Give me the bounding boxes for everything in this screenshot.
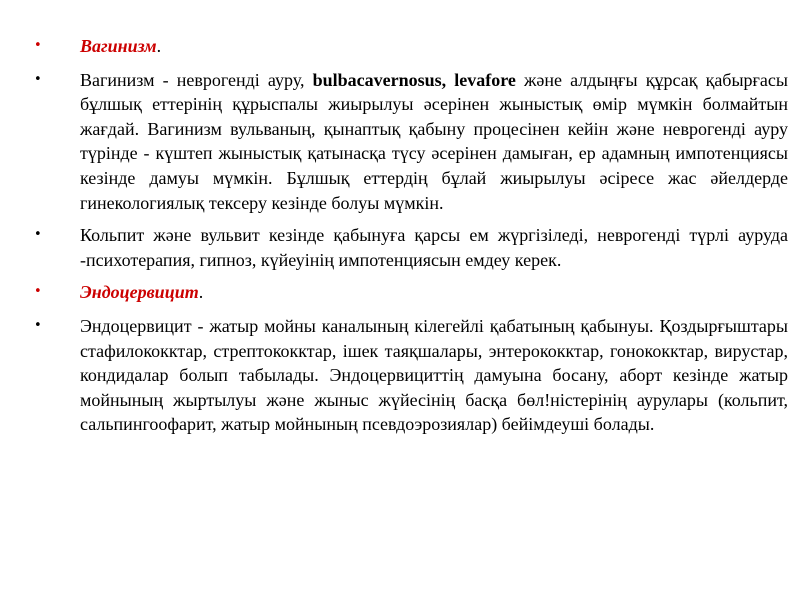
bullet-paragraph-endocervicitis-definition [34,314,788,437]
heading-dot: . [156,36,162,56]
heading-term: Эндоцервицит [80,282,199,303]
bullet-dot-icon: • [34,317,42,333]
heading-dot: . [198,282,204,303]
bullet-paragraph-vaginismus-treatment [34,223,788,272]
bullet-heading-endocervicitis [34,280,788,305]
bullet-list [34,34,788,445]
paragraph-text-end: және алдыңғы құрсақ қабырғасы бұлшық еттерінің құрыспалы жиырылуы әсерінен жыныстық өмір мүмкін болмайтын жағдай. Вагинизм вульваның, қынаптық қабыну процесінен кейін және неврогенді ауру түрінде - күштеп жыныстық қатынасқа түсу әсерінен дамыған, ер адамның импотенциясы кезінде дамуы мүмкін. Бұлшық еттердің бұлай жиырылуы әсіресе жас әйелдерде гинекологиялық тексеру кезінде болуы мүмкін. [80,69,789,213]
paragraph-text-start: Вагинизм - неврогенді ауру, [80,69,313,90]
bullet-dot-icon: • [34,38,42,53]
muscle-names: bulbacavernosus, levafore [312,69,516,90]
paragraph-text: Эндоцервицит - жатыр мойны каналының кілегейлі қабатының қабынуы. Қоздырғыштары стафилококктар, стрептококктар, ішек таяқшалары, энтерококктар, гонококктар, вирустар, кондидалар болып табылады. Эндоцервициттің дамуына босану, аборт кезінде жатыр мойнының жыртылуы және жыныс жүйесінің басқа бөл!ністерінің аурулары (кольпит, сальпингоофарит, жатыр мойнының псевдоэрозиялар) бейімдеуші болады. [80,315,788,435]
bullet-paragraph-vaginismus-definition [34,68,788,216]
bullet-dot-icon: • [34,71,42,87]
paragraph-text: Кольпит және вульвит кезінде қабынуға қарсы ем жүргізіледі, неврогенді түрлі ауруда -психотерапия, гипноз, күйеуінің импотенциясын емдеу керек. [80,225,788,270]
bullet-dot-icon: • [34,227,42,243]
bullet-heading-vaginismus [34,34,788,59]
bullet-dot-icon: • [34,284,42,300]
heading-term: Вагинизм [80,36,157,56]
